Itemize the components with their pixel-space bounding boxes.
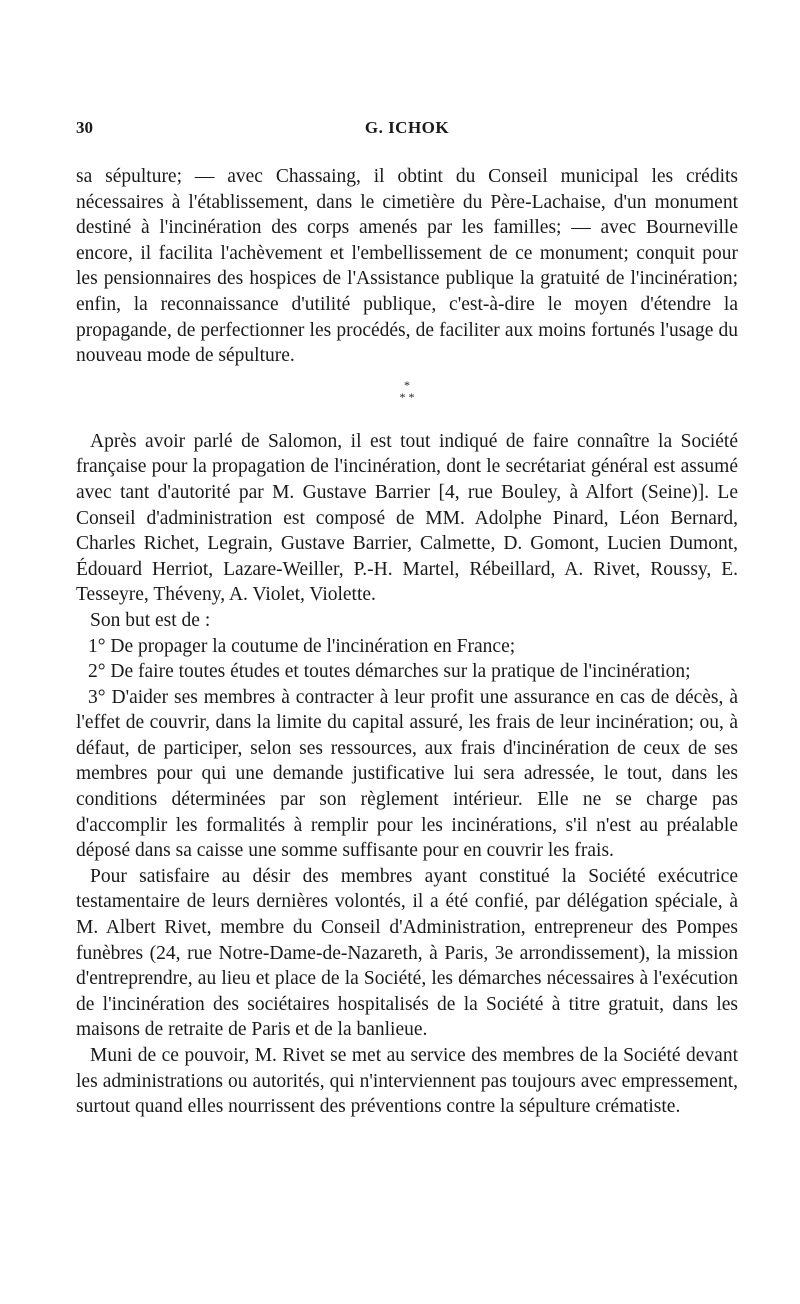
asterism-bottom: * * <box>399 389 415 404</box>
paragraph-societe: Après avoir parlé de Salomon, il est tout indiqué de faire connaître la Société française pour la propagation de l'incinération, dont le secrétariat général est assumé avec tant d'autorité par M. Gustave Barrier [4, rue Bouley, à Alfort (Seine)]. Le Conseil d'administration est composé de MM. Adolphe Pinard, Léon Bernard, Charles Richet, Legrain, Gustave Barrier, Calmette, D. Gomont, Lucien Dumont, Édouard Herriot, Lazare-Weiller, P.-H. Martel, Rébeillard, A. Rivet, Roussy, E. Tesseyre, Théveny, A. Violet, Violette. <box>76 430 738 606</box>
paragraph-but: Son but est de : <box>90 609 211 631</box>
section-asterism <box>76 369 738 415</box>
paragraph-rivet-service: Muni de ce pouvoir, M. Rivet se met au service des membres de la Société devant les administrations ou autorités, qui n'interviennent pas toujours avec empressement, surtout quand elles nourrissent des préventions contre la sépulture crématiste. <box>76 1045 738 1118</box>
list-item-3: 3° D'aider ses membres à contracter à leur profit une assurance en cas de décès, à l'effet de couvrir, dans la limite du capital assuré, les frais de leur incinération; ou, à défaut, de participer, selon ses ressources, aux frais d'incinération de ceux de ses membres pour qui une demande justificative lui sera adressée, le tout, dans les conditions déterminées par son règlement intérieur. Elle ne se charge pas d'accomplir les formalités à remplir pour les incinérations, s'il n'est au préalable déposé dans sa caisse une somme suffisante pour en couvrir les frais. <box>76 686 738 862</box>
page-header <box>76 118 738 148</box>
page-number: 30 <box>76 118 93 137</box>
paragraph-rivet-mission: Pour satisfaire au désir des membres ayant constitué la Société exécutrice testamentaire de leurs dernières volontés, il a été confié, par délégation spéciale, à M. Albert Rivet, membre du Conseil d'Administration, entrepreneur des Pompes funèbres (24, rue Notre-Dame-de-Nazareth, à Paris, 3e arrondissement), la mission d'entreprendre, au lieu et place de la Société, les démarches nécessaires à l'exécution de l'incinération des sociétaires hospitalisés de la Société à titre gratuit, dans les maisons de retraite de Paris et de la banlieue. <box>76 865 738 1041</box>
list-item-2: 2° De faire toutes études et toutes démarches sur la pratique de l'incinération; <box>88 661 691 683</box>
body-text <box>76 164 738 1120</box>
asterism-top: * <box>404 377 410 392</box>
paragraph-sepulture: sa sépulture; — avec Chassaing, il obtint du Conseil municipal les crédits nécessaires à l'établissement, dans le cimetière du Père-Lachaise, d'un monument destiné à l'incinération des corps amenés par les familles; — avec Bourneville encore, il facilita l'achèvement et l'embellissement de ce monument; conquit pour les pensionnaires des hospices de l'Assistance publique la gratuité de l'incinération; enfin, la reconnaissance d'utilité publique, c'est-à-dire le moyen d'étendre la propagande, de perfectionner les procédés, de faciliter aux moins fortunés l'usage du nouveau mode de sépulture. <box>76 166 738 367</box>
running-head: G. ICHOK <box>364 118 450 137</box>
list-item-1: 1° De propager la coutume de l'incinération en France; <box>88 635 516 657</box>
